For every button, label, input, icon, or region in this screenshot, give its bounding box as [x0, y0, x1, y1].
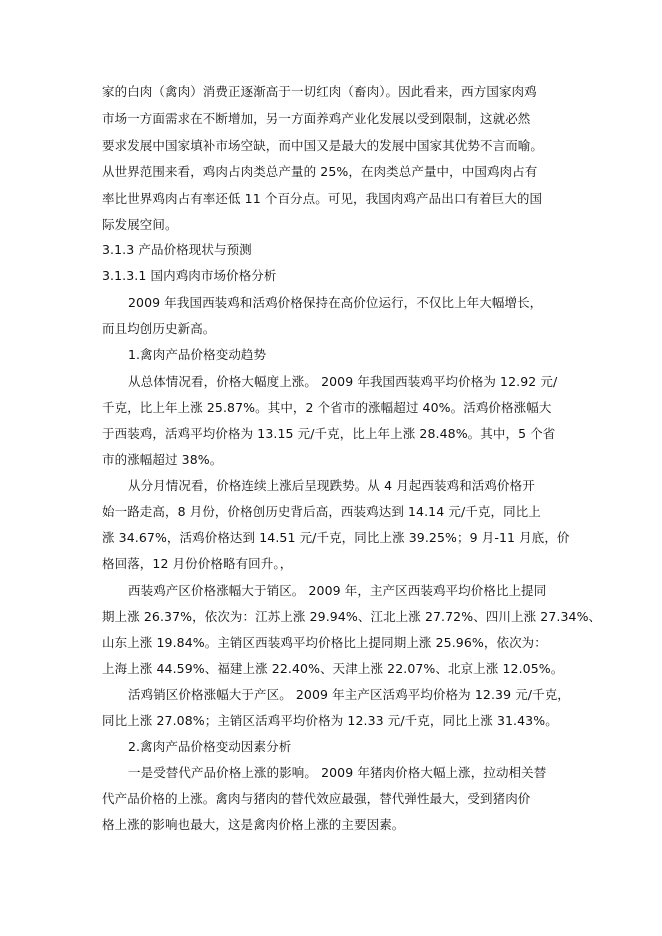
text-line-14: 于西装鸡，活鸡平均价格为 13.15 元/千克，比上年上涨 28.48%。其中，5 个省 — [102, 426, 556, 441]
section-heading: 3.1.3 产品价格现状与预测 — [102, 242, 252, 257]
text-line-24: 活鸡销区价格涨幅大于产区。 2009 年主产区活鸡平均价格为 12.39 元/千克， — [128, 687, 570, 702]
text-line-22: 山东上涨 19.84%。主销区西装鸡平均价格比上提同期上涨 25.96%，依次为： — [102, 635, 547, 650]
text-line-27: 一是受替代产品价格上涨的影响。 2009 年猪肉价格大幅上涨，拉动相关替 — [128, 765, 547, 780]
text-line-21: 期上涨 26.37%，依次为：江苏上涨 29.94%、江北上涨 27.72%、四川上涨 27.34%、 — [102, 609, 602, 624]
text-line-1: 家的白肉（禽肉）消费正逐渐高于一切红肉（畜肉）。因此看来，西方国家肉鸡 — [102, 84, 537, 99]
text-line-9: 2009 年我国西装鸡和活鸡价格保持在高价位运行，不仅比上年大幅增长， — [128, 295, 543, 310]
text-line-2: 市场一方面需求在不断增加，另一方面养鸡产业化发展以受到限制，这就必然 — [102, 111, 531, 126]
item-heading-1: 1.禽肉产品价格变动趋势 — [128, 347, 267, 362]
text-line-20: 西装鸡产区价格涨幅大于销区。 2009 年，主产区西装鸡平均价格比上提同 — [128, 583, 547, 598]
text-line-5: 率比世界鸡肉占有率还低 11 个百分点。可见，我国肉鸡产品出口有着巨大的国 — [102, 191, 543, 206]
text-line-6: 际发展空间。 — [102, 217, 178, 232]
text-line-13: 千克，比上年上涨 25.87%。其中，2 个省市的涨幅超过 40%。活鸡价格涨幅大 — [102, 400, 552, 415]
subsection-heading: 3.1.3.1 国内鸡肉市场价格分析 — [102, 268, 277, 283]
text-line-4: 从世界范围来看，鸡肉占肉类总产量的 25%，在肉类总产量中，中国鸡肉占有 — [102, 164, 538, 179]
text-line-28: 代产品价格的上涨。禽肉与猪肉的替代效应最强，替代弹性最大，受到猪肉价 — [102, 791, 531, 806]
text-line-29: 格上涨的影响也最大，这是禽肉价格上涨的主要因素。 — [102, 817, 405, 832]
text-line-10: 而且均创历史新高。 — [102, 321, 216, 336]
text-line-25: 同比上涨 27.08%；主销区活鸡平均价格为 12.33 元/千克，同比上涨 31.43%。 — [102, 713, 558, 728]
text-line-23: 上海上涨 44.59%、福建上涨 22.40%、天津上涨 22.07%、北京上涨 12.05%。 — [102, 661, 564, 676]
text-line-15: 市的涨幅超过 38%。 — [102, 452, 223, 467]
text-line-19: 格回落，12 月份价格略有回升。， — [102, 556, 293, 571]
text-line-3: 要求发展中国家填补市场空缺，而中国又是最大的发展中国家其优势不言而喻。 — [102, 138, 544, 153]
text-line-12: 从总体情况看，价格大幅度上涨。 2009 年我国西装鸡平均价格为 12.92 元/ — [128, 374, 558, 389]
text-line-18: 涨 34.67%，活鸡价格达到 14.51 元/千克，同比上涨 39.25%；9 月-11 月底，价 — [102, 530, 570, 545]
item-heading-2: 2.禽肉产品价格变动因素分析 — [128, 739, 292, 754]
text-line-16: 从分月情况看，价格连续上涨后呈现跌势。从 4 月起西装鸡和活鸡价格开 — [128, 478, 535, 493]
text-line-17: 始一路走高，8 月份，价格创历史背后高，西装鸡达到 14.14 元/千克，同比上 — [102, 504, 541, 519]
